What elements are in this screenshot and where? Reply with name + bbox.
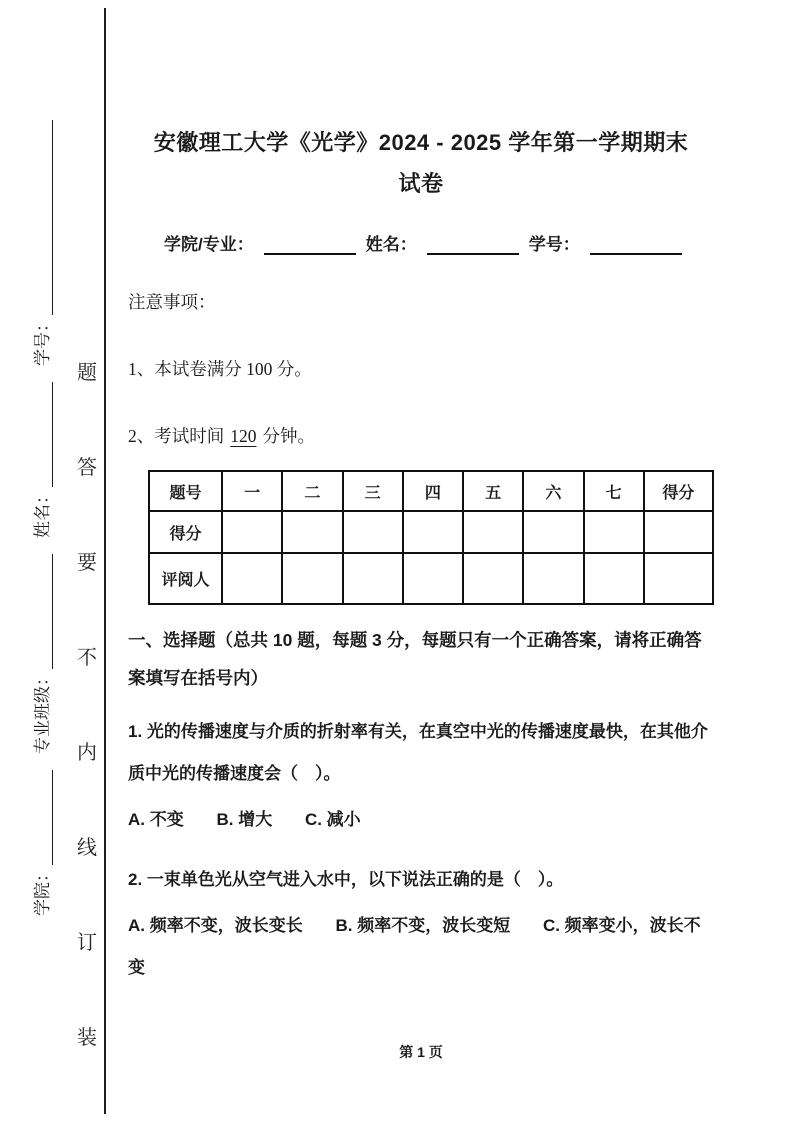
reviewer-cell — [282, 553, 342, 604]
page-title-line1: 安徽理工大学《光学》2024 - 2025 学年第一学期期末 — [153, 130, 689, 155]
reviewer-cell — [343, 553, 403, 604]
seal-char: 要 — [77, 552, 97, 574]
college-blank-line — [34, 770, 53, 865]
question-2-text: 2. 一束单色光从空气进入水中，以下说法正确的是（ ）。 — [128, 870, 564, 889]
option-label: C. 减小 — [304, 810, 361, 829]
reviewer-cell — [222, 553, 282, 604]
score-cell — [222, 511, 282, 553]
seal-char: 不 — [77, 647, 97, 669]
score-cell — [463, 511, 523, 553]
score-table — [148, 470, 714, 605]
score-cell — [644, 511, 713, 553]
student-id-field-label: 学号： — [32, 315, 52, 366]
reviewer-cell — [403, 553, 463, 604]
student-id-field — [28, 120, 53, 366]
score-table-header-row — [149, 471, 713, 511]
college-field-label: 学院： — [32, 865, 52, 916]
option-label: C. 频率变小，波长不变 — [128, 916, 701, 977]
score-cell — [343, 511, 403, 553]
binding-line — [104, 8, 106, 1114]
name-field — [28, 382, 53, 538]
seal-char: 题 — [77, 362, 97, 384]
option-label: A. 频率不变，波长变长 — [128, 916, 303, 935]
reviewer-cell — [463, 553, 523, 604]
table-header-cell: 七 — [584, 471, 644, 511]
page-title-line2: 试卷 — [398, 171, 444, 196]
seal-char: 答 — [77, 457, 97, 479]
section1-heading: 一、选择题（总共 10 题，每题 3 分，每题只有一个正确答案，请将正确答案填写在括号内） — [128, 630, 702, 688]
score-cell — [523, 511, 583, 553]
reviewer-cell — [644, 553, 713, 604]
seal-char: 装 — [77, 1027, 97, 1049]
score-row-label: 得分 — [149, 511, 222, 553]
score-row — [149, 511, 713, 553]
exam-time-prefix: 2、考试时间 — [128, 426, 225, 446]
notice-item-exam-time — [128, 423, 714, 448]
score-cell — [403, 511, 463, 553]
form-college-label: 学院/专业： — [164, 235, 254, 254]
notice-item-total-score: 1、本试卷满分 100 分。 — [128, 359, 312, 379]
table-header-cell: 四 — [403, 471, 463, 511]
college-field — [28, 770, 53, 916]
form-student-id-label: 学号： — [528, 235, 580, 254]
header-form-line — [128, 230, 714, 255]
exam-time-value: 120 — [230, 426, 257, 446]
main-content — [128, 122, 714, 989]
question-1-text: 1. 光的传播速度与介质的折射率有关，在真空中光的传播速度最快，在其他介质中光的传播速度会（ ）。 — [128, 722, 708, 783]
score-cell — [584, 511, 644, 553]
question-2-options — [128, 905, 714, 989]
option-label: B. 增大 — [216, 810, 273, 829]
major-class-field — [28, 554, 53, 754]
student-id-blank-line — [34, 120, 53, 315]
major-class-blank-line — [34, 554, 53, 669]
exam-time-suffix: 分钟。 — [262, 426, 315, 446]
page-title — [128, 122, 714, 204]
student-info-rotated-fields — [24, 56, 56, 916]
form-college-blank-line — [264, 236, 356, 255]
seal-char: 内 — [77, 742, 97, 764]
table-header-cell: 得分 — [644, 471, 713, 511]
reviewer-cell — [523, 553, 583, 604]
seal-char: 订 — [77, 932, 97, 954]
score-cell — [282, 511, 342, 553]
name-field-label: 姓名： — [32, 487, 52, 538]
reviewer-row — [149, 553, 713, 604]
option-label: A. 不变 — [128, 810, 184, 829]
name-blank-line — [34, 382, 53, 487]
option-label: B. 频率不变，波长变短 — [335, 916, 511, 935]
question-2 — [128, 859, 714, 989]
table-header-cell: 题号 — [149, 471, 222, 511]
notice-heading: 注意事项： — [128, 292, 216, 312]
major-class-field-label: 专业班级： — [32, 669, 52, 754]
table-header-cell: 三 — [343, 471, 403, 511]
seal-line-text — [74, 356, 100, 1050]
form-name-label: 姓名： — [365, 235, 417, 254]
question-1-options — [128, 799, 714, 841]
reviewer-cell — [584, 553, 644, 604]
question-1 — [128, 711, 714, 841]
seal-char: 线 — [77, 837, 97, 859]
table-header-cell: 六 — [523, 471, 583, 511]
form-name-blank-line — [427, 236, 519, 255]
page-number: 第 1 页 — [399, 1044, 443, 1060]
reviewer-row-label: 评阅人 — [149, 553, 222, 604]
form-student-id-blank-line — [590, 236, 682, 255]
table-header-cell: 一 — [222, 471, 282, 511]
table-header-cell: 二 — [282, 471, 342, 511]
table-header-cell: 五 — [463, 471, 523, 511]
